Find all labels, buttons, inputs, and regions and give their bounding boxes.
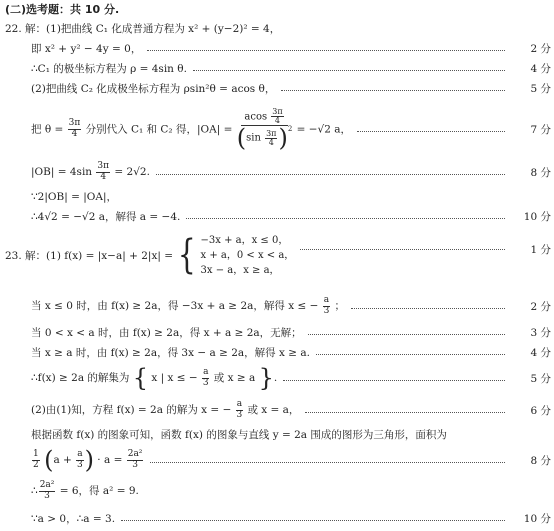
p22-line7: ∵2|OB| = |OA|， — [31, 190, 117, 203]
fraction: $\frac{3\pi}{4}$ — [97, 161, 110, 182]
fraction: $\frac{\text{2a²}}{3}$ — [39, 480, 55, 501]
score: 4 分 — [530, 346, 551, 359]
score: 3 分 — [530, 326, 551, 339]
p22-line4: (2)把曲线 C₂ 化成极坐标方程为 ρsin²θ = acos θ， 5 分 — [31, 80, 554, 96]
score: 2 分 — [530, 300, 551, 313]
p22-line3: ∴C₁ 的极坐标方程为 ρ = 4sin θ. 4 分 — [31, 60, 554, 76]
score: 5 分 — [530, 82, 551, 95]
score: 7 分 — [530, 123, 551, 136]
fraction: $\frac{1}{2}$ — [33, 449, 39, 470]
piecewise: { −3x + a，x ≤ 0， x + a，0 < x < a， 3x − a，x ≥ a， — [177, 232, 295, 278]
p23-line2: 当 x ≤ 0 时，由 f(x) ≥ 2a，得 −3x + a ≥ 2a，解得 x ≤ − $\frac{a}{3}$ ； 2 分 — [31, 294, 554, 318]
p22-line1: 22. 解：(1)把曲线 C₁ 化成普通方程为 x² + (y−2)² = 4， — [5, 22, 281, 35]
section-header: (二)选考题：共 10 分. — [5, 3, 120, 16]
score: 10 分 — [523, 210, 551, 223]
p22-line5: 把 θ = $\frac{3\pi}{4}$ 分别代入 C₁ 和 C₂ 得，|OA| = acos $\frac{3\pi}{4}$ (sin $\frac{3\pi}{4}$ )$^2$ = −√2 a， 7 分 — [31, 104, 554, 154]
score: 10 分 — [523, 512, 551, 525]
fraction: acos $\frac{3\pi}{4}$ (sin $\frac{3\pi}{4}$ )$^2$ — [236, 106, 293, 153]
score: 6 分 — [530, 404, 551, 417]
p23-line8: $\frac{1}{2}$ (a + $\frac{a}{3}$ ) · a = $\frac{\text{2a²}}{3}$ 8 分 — [31, 446, 554, 474]
score: 1 分 — [530, 243, 551, 256]
p23-line4: 当 x ≥ a 时，由 f(x) ≥ 2a，得 3x − a ≥ 2a，解得 x ≥ a. 4 分 — [31, 344, 554, 360]
p22-line2: 即 x² + y² − 4y = 0， 2 分 — [31, 40, 554, 56]
p23-line1: 23. 解：(1) f(x) = |x−a| + 2|x| = { −3x + a，x ≤ 0， x + a，0 < x < a， 3x − a，x ≥ a， 1 分 — [5, 230, 554, 280]
fraction: $\frac{3\pi}{4}$ — [68, 118, 81, 139]
p23-line10: ∵a > 0，∴a = 3. 10 分 — [31, 510, 554, 526]
p22-line6: |OB| = 4sin $\frac{3\pi}{4}$ = 2√2. 8 分 — [31, 160, 554, 184]
fraction: $\frac{a}{3}$ — [77, 449, 83, 470]
fraction: $\frac{a}{3}$ — [323, 295, 330, 316]
p23-line3: 当 0 < x < a 时，由 f(x) ≥ 2a，得 x + a ≥ 2a，无解； 3 分 — [31, 324, 554, 340]
p23-line9: ∴ $\frac{\text{2a²}}{3}$ = 6，得 a² = 9. — [31, 480, 139, 501]
score: 2 分 — [530, 42, 551, 55]
fraction: $\frac{a}{3}$ — [202, 367, 209, 388]
score: 8 分 — [530, 454, 551, 467]
fraction: $\frac{a}{3}$ — [236, 399, 243, 420]
p23-line6: (2)由(1)知，方程 f(x) = 2a 的解为 x = − $\frac{a}{3}$ 或 x = a， 6 分 — [31, 398, 554, 422]
score: 8 分 — [530, 166, 551, 179]
fraction: $\frac{\text{2a²}}{3}$ — [127, 449, 143, 470]
score: 4 分 — [530, 62, 551, 75]
p22-line8: ∴4√2 = −√2 a，解得 a = −4. 10 分 — [31, 208, 554, 224]
score: 5 分 — [530, 372, 551, 385]
p23-line5: ∴f(x) ≥ 2a 的解集为 { x | x ≤ − $\frac{a}{3}$ 或 x ≥ a }. 5 分 — [31, 364, 554, 392]
p23-line7: 根据函数 f(x) 的图象可知，函数 f(x) 的图象与直线 y = 2a 围成的图形为三角形，面积为 — [31, 428, 447, 441]
